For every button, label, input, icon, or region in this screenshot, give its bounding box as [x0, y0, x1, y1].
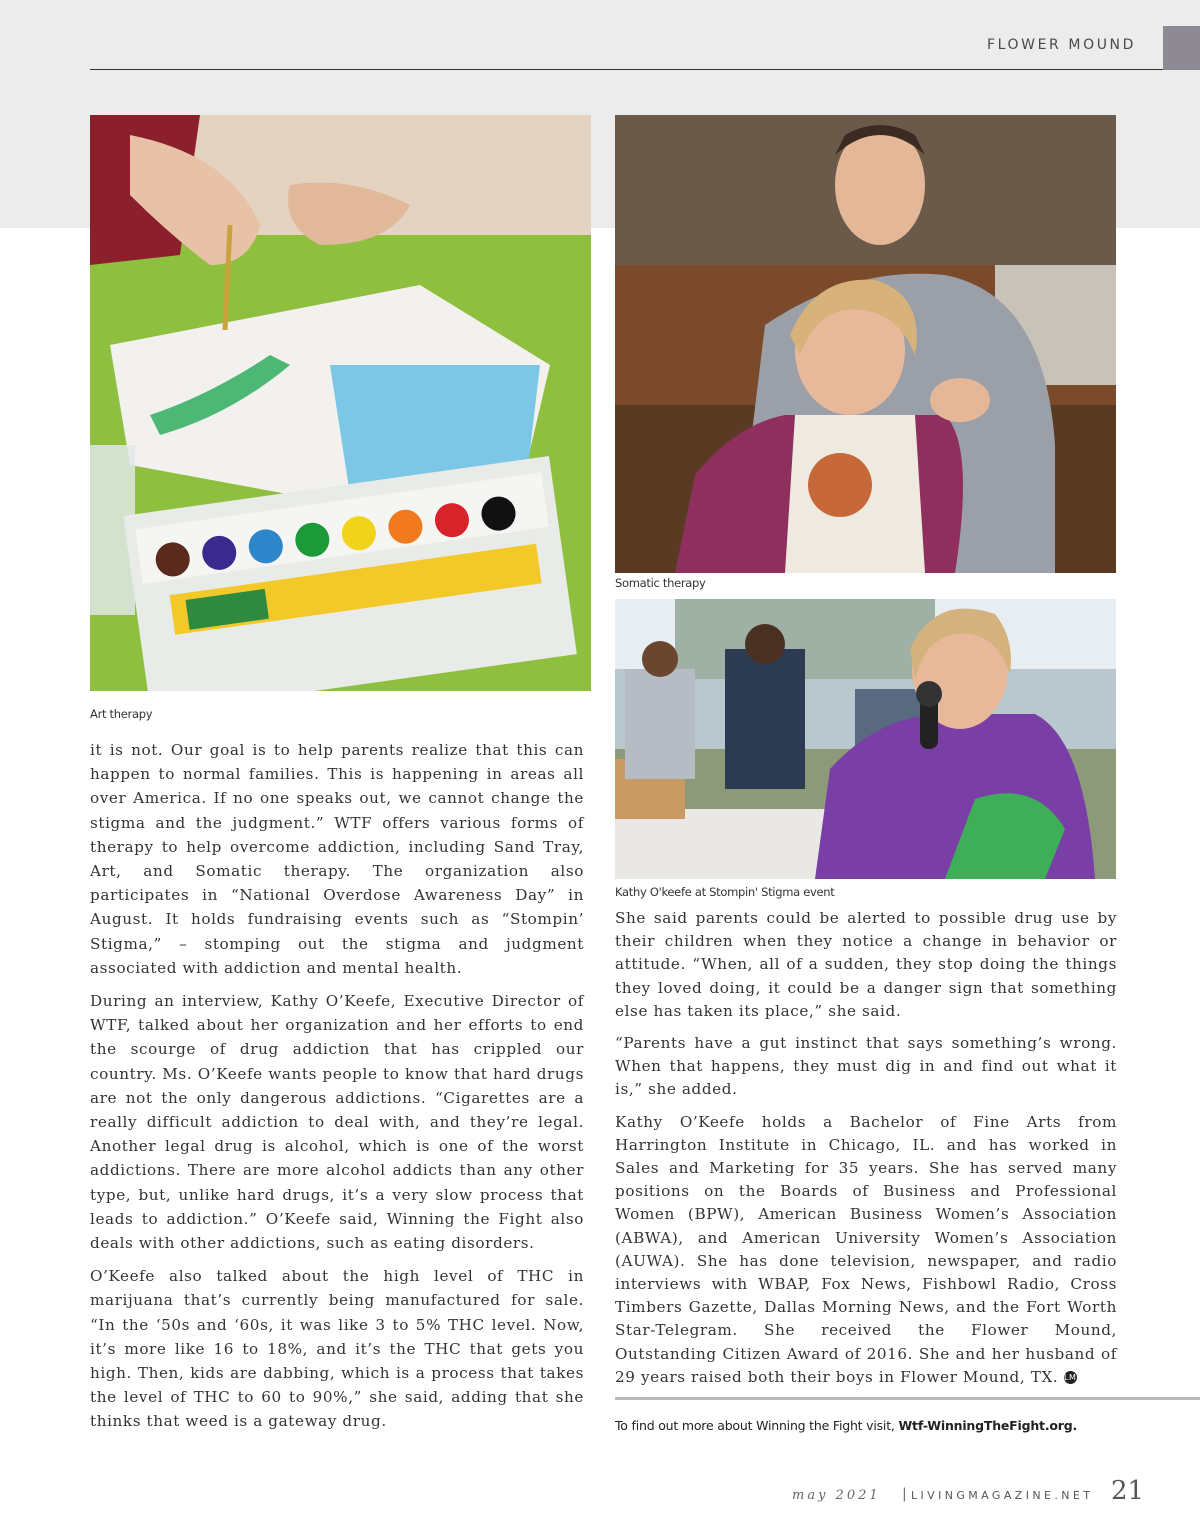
footnote	[615, 1418, 1077, 1433]
folio-website: LIVINGMAGAZINE.NET	[911, 1489, 1094, 1502]
art-therapy-illustration	[90, 115, 591, 691]
article-column-right	[615, 907, 1117, 1398]
end-of-article-icon: LM	[1063, 1373, 1077, 1383]
article-paragraph-text: Kathy O’Keefe holds a Bachelor of Fine Arts from Harrington Institute in Chicago, IL. and has worked in Sales and Marketing for 35 years. She has served many positions on the Boards of Business and Professional Women (BPW), American Business Women’s Association (ABWA), and American University Women’s Association (AUWA). She has done television, newspaper, and radio interviews with WBAP, Fox News, Fishbowl Radio, Cross Timbers Gazette, Dallas Morning News, and the Fort Worth Star-Telegram. She received the Flower Mound, Outstanding Citizen Award of 2016. She and her husband of 29 years raised both their boys in Flower Mound, TX.	[615, 1112, 1117, 1386]
article-paragraph: During an interview, Kathy O’Keefe, Executive Director of WTF, talked about her organization and her efforts to end the scourge of drug addiction that has crippled our country. Ms. O’Keefe wants people to know that hard drugs are not the only dangerous addictions. “Cigarettes are a really difficult addiction to deal with, and they’re legal. Another legal drug is alcohol, which is one of the worst addictions. There are more alcohol addicts than any other type, but, unlike hard drugs, it’s a very slow process that leads to addiction.” O’Keefe said, Winning the Fight also deals with other addictions, such as eating disorders.	[90, 992, 584, 1253]
footnote-website-link[interactable]: Wtf-WinningTheFight.org.	[898, 1418, 1078, 1433]
article-column-left	[90, 738, 584, 1443]
article-paragraph: O’Keefe also talked about the high level of THC in marijuana that’s currently being manufactured for sale. “In the ‘50s and ‘60s, it was like 3 to 5% THC level. Now, it’s more like 16 to 18%, and it’s the THC that gets you high. Then, kids are dabbing, which is a process that takes the level of THC to 60 to 90%,” she said, adding that she thinks that weed is a gateway drug.	[90, 1267, 584, 1431]
stompin-stigma-caption: Kathy O'keefe at Stompin' Stigma event	[615, 885, 835, 899]
footnote-rule	[615, 1397, 1200, 1400]
art-therapy-photo	[90, 115, 591, 691]
stompin-stigma-photo	[615, 599, 1116, 879]
somatic-therapy-photo	[615, 115, 1116, 573]
folio-issue-date: may 2021	[792, 1488, 881, 1503]
article-paragraph: “Parents have a gut instinct that says something’s wrong. When that happens, they must dig in and find out what it is,” she added.	[615, 1034, 1117, 1099]
article-paragraph: it is not. Our goal is to help parents realize that this can happen to normal families. This is happening in areas all over America. If no one speaks out, we cannot change the stigma and the judgment.” WTF offers various forms of therapy to help overcome addiction, including Sand Tray, Art, and Somatic therapy. The organization also participates in “National Overdose Awareness Day” in August. It holds fundraising events such as “Stompin’ Stigma,” – stomping out the stigma and judgment associated with addiction and mental health.	[90, 741, 584, 977]
section-tab-marker	[1163, 26, 1200, 70]
page-number: 21	[1111, 1476, 1145, 1506]
article-paragraph-final	[615, 1111, 1117, 1389]
section-title: FLOWER MOUND	[986, 37, 1136, 53]
footnote-text: To find out more about Winning the Fight visit,	[615, 1418, 899, 1433]
somatic-therapy-caption: Somatic therapy	[615, 576, 706, 590]
article-paragraph: She said parents could be alerted to possible drug use by their children when they notice a change in behavior or attitude. “When, all of a sudden, they stop doing the things they loved doing, it could be a danger sign that something else has taken its place,” she said.	[615, 909, 1117, 1020]
art-therapy-caption: Art therapy	[90, 707, 153, 721]
header-rule	[90, 69, 1163, 70]
stompin-stigma-illustration	[615, 599, 1116, 879]
folio-separator: |	[902, 1486, 907, 1502]
somatic-therapy-illustration	[615, 115, 1116, 573]
